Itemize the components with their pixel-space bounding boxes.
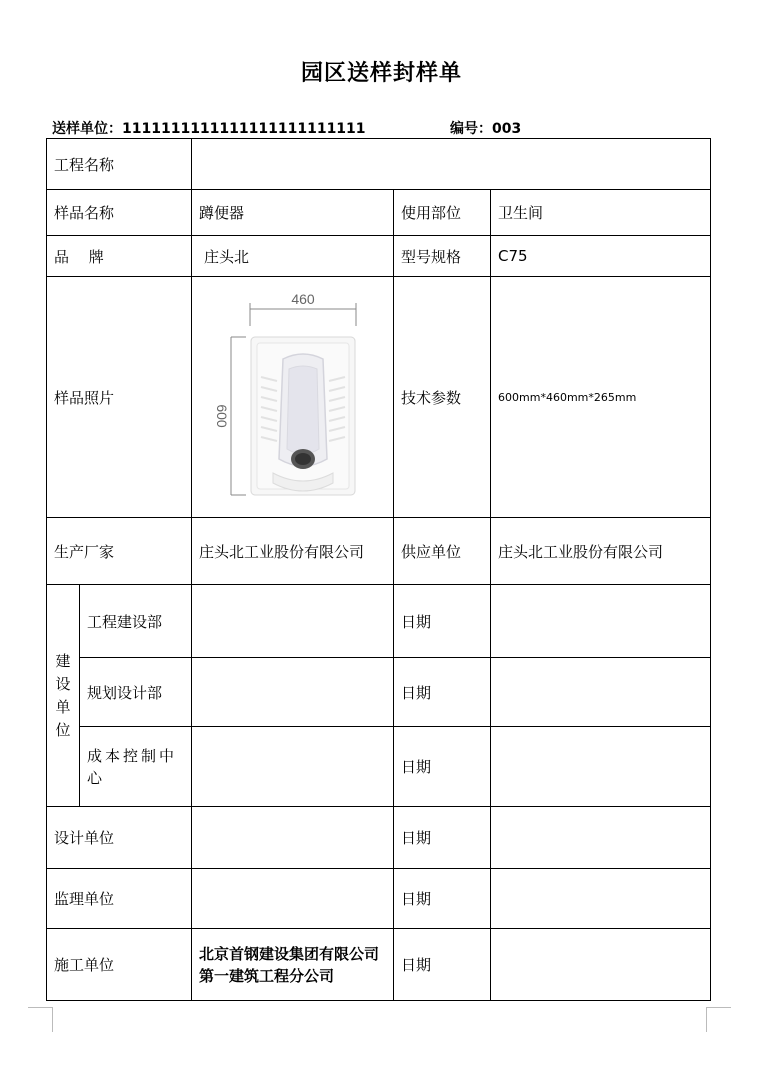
width-dimension-label: 460 (290, 291, 315, 307)
height-dimension-label: 600 (213, 404, 230, 428)
construction-unit-label: 施工单位 (47, 929, 192, 1001)
construction-unit-value: 北京首钢建设集团有限公司第一建筑工程分公司 (192, 929, 394, 1001)
row-eng-dept (47, 585, 711, 658)
supervision-unit-label: 监理单位 (47, 869, 192, 929)
plan-dept-date-value (491, 658, 711, 727)
row-manufacturer (47, 518, 711, 585)
brand-label: 品 牌 (47, 236, 192, 277)
eng-dept-sign (192, 585, 394, 658)
row-brand (47, 236, 711, 277)
number-value: 003 (492, 121, 522, 137)
model-label: 型号规格 (394, 236, 491, 277)
sample-form-table (46, 138, 711, 1001)
design-unit-sign (192, 807, 394, 869)
cost-dept-label: 成本控制中心 (80, 727, 192, 807)
manufacturer-label: 生产厂家 (47, 518, 192, 585)
usage-label: 使用部位 (394, 190, 491, 236)
row-sample-name (47, 190, 711, 236)
usage-value: 卫生间 (491, 190, 711, 236)
supervision-unit-date-label: 日期 (394, 869, 491, 929)
plan-dept-date-label: 日期 (394, 658, 491, 727)
photo-label: 样品照片 (47, 277, 192, 518)
project-name-value (192, 139, 711, 190)
eng-dept-date-label: 日期 (394, 585, 491, 658)
page-corner-mark-right (706, 1007, 731, 1032)
build-unit-char: 建 (55, 651, 71, 670)
row-photo (47, 277, 711, 518)
build-unit-char: 位 (55, 720, 71, 739)
eng-dept-date-value (491, 585, 711, 658)
sender-label: 送样单位： (52, 121, 122, 137)
supervision-unit-date-value (491, 869, 711, 929)
design-unit-date-label: 日期 (394, 807, 491, 869)
design-unit-label: 设计单位 (47, 807, 192, 869)
plan-dept-label: 规划设计部 (80, 658, 192, 727)
page-corner-mark-left (28, 1007, 53, 1032)
plan-dept-sign (192, 658, 394, 727)
number-label: 编号： (450, 121, 492, 137)
supervision-unit-sign (192, 869, 394, 929)
construction-unit-date-value (491, 929, 711, 1001)
supplier-value: 庄头北工业股份有限公司 (491, 518, 711, 585)
sample-name-label: 样品名称 (47, 190, 192, 236)
cost-dept-date-value (491, 727, 711, 807)
cost-dept-date-label: 日期 (394, 727, 491, 807)
tech-label: 技术参数 (394, 277, 491, 518)
sample-name-value: 蹲便器 (192, 190, 394, 236)
squat-toilet-drawing (193, 277, 393, 513)
model-value: C75 (491, 236, 711, 277)
tech-value: 600mm*460mm*265mm (491, 277, 711, 518)
design-unit-date-value (491, 807, 711, 869)
row-construction-unit (47, 929, 711, 1001)
build-unit-char: 单 (55, 697, 71, 716)
row-cost-dept (47, 727, 711, 807)
brand-value: 庄头北 (192, 236, 394, 277)
build-unit-char: 设 (55, 674, 71, 693)
eng-dept-label: 工程建设部 (80, 585, 192, 658)
row-project-name (47, 139, 711, 190)
row-supervision-unit (47, 869, 711, 929)
construction-unit-date-label: 日期 (394, 929, 491, 1001)
document-title: 园区送样封样单 (300, 61, 462, 86)
cost-dept-sign (192, 727, 394, 807)
supplier-label: 供应单位 (394, 518, 491, 585)
number-line (450, 118, 521, 138)
project-name-label: 工程名称 (47, 139, 192, 190)
manufacturer-value: 庄头北工业股份有限公司 (192, 518, 394, 585)
sender-value: 1111111111111111111111111 (122, 121, 366, 137)
build-unit-label (47, 585, 80, 807)
sample-photo (192, 277, 394, 518)
row-design-unit (47, 807, 711, 869)
sender-line (52, 118, 366, 138)
row-plan-dept (47, 658, 711, 727)
